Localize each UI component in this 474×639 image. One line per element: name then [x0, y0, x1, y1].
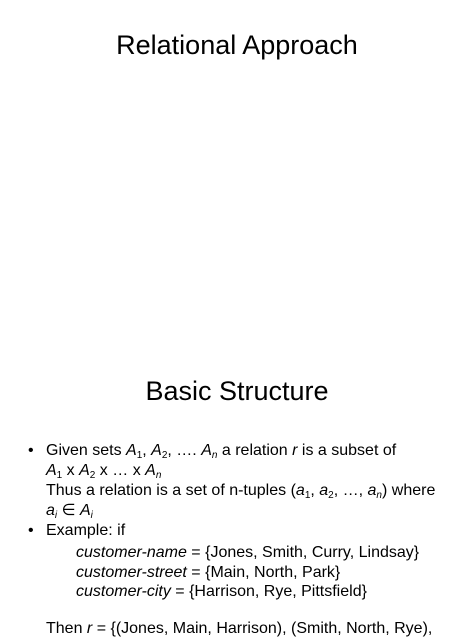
text-times-dots: x … x [95, 462, 146, 479]
slide-title: Basic Structure [145, 376, 329, 406]
bullet-icon: • [28, 522, 34, 539]
text-dots: , …. [167, 442, 202, 459]
text-then: Then [46, 620, 87, 637]
text-thus-relation: Thus a relation is a set of n-tuples ( [46, 482, 296, 499]
attribute-name: customer-street [76, 564, 187, 581]
math-subscript: i [90, 510, 93, 521]
math-set-a: A [79, 462, 90, 479]
math-subscript: 1 [56, 470, 63, 481]
attribute-domain: = {Main, North, Park} [186, 564, 341, 581]
math-set-a: A [201, 442, 212, 459]
slide-title: Relational Approach [116, 30, 358, 60]
text-where: ) where [381, 482, 436, 499]
attribute-domain: = {Harrison, Rye, Pittsfield} [170, 583, 367, 600]
text-tuple-dots: , …, [333, 482, 368, 499]
math-element-a: a [295, 482, 305, 499]
bullet-line-n-tuples [46, 481, 435, 501]
slide-basic-structure [0, 355, 474, 637]
math-subscript: 1 [304, 490, 311, 501]
text-sep: , [310, 482, 320, 499]
math-set-a: A [145, 462, 156, 479]
math-subscript: n [211, 450, 218, 461]
math-subscript: 2 [161, 450, 168, 461]
text-sep: , [142, 442, 152, 459]
bullet-icon: • [28, 442, 34, 459]
bullet-line-given-sets [46, 441, 396, 461]
example-row-customer-city [76, 582, 367, 602]
math-subscript: 2 [328, 490, 334, 501]
attribute-name: customer-name [76, 544, 187, 561]
attribute-name: customer-city [76, 583, 171, 600]
bullet-line-membership [46, 501, 93, 521]
text-given-sets: Given sets [46, 442, 122, 459]
math-subscript: i [54, 510, 58, 521]
example-row-customer-street [76, 563, 340, 583]
example-row-customer-name [76, 543, 419, 563]
math-element-a: a [367, 482, 377, 499]
math-set-a: A [79, 502, 91, 519]
bullet-line-then-r [46, 619, 432, 639]
text-is-subset: is a subset of [297, 442, 397, 459]
math-subscript: n [376, 490, 382, 501]
text-times: x [62, 462, 80, 479]
bullet-line-cartesian-product [46, 461, 161, 481]
math-subscript: n [155, 470, 162, 481]
text-tuples: = {(Jones, Main, Harrison), (Smith, North, Rye), [92, 620, 433, 637]
math-set-a: A [151, 442, 162, 459]
math-element-a: a [46, 502, 55, 519]
text-a-relation: a relation [217, 442, 293, 459]
bullet-line-example: Example: if [46, 522, 126, 539]
attribute-domain: = {Jones, Smith, Curry, Lindsay} [186, 544, 420, 561]
math-relation-r: r [86, 620, 93, 637]
text-element-of: ∈ [57, 502, 80, 519]
math-set-a: A [46, 462, 57, 479]
math-subscript: 2 [89, 470, 96, 481]
math-subscript: 1 [136, 450, 143, 461]
math-element-a: a [319, 482, 329, 499]
math-set-a: A [126, 442, 137, 459]
math-relation-r: r [292, 442, 298, 459]
